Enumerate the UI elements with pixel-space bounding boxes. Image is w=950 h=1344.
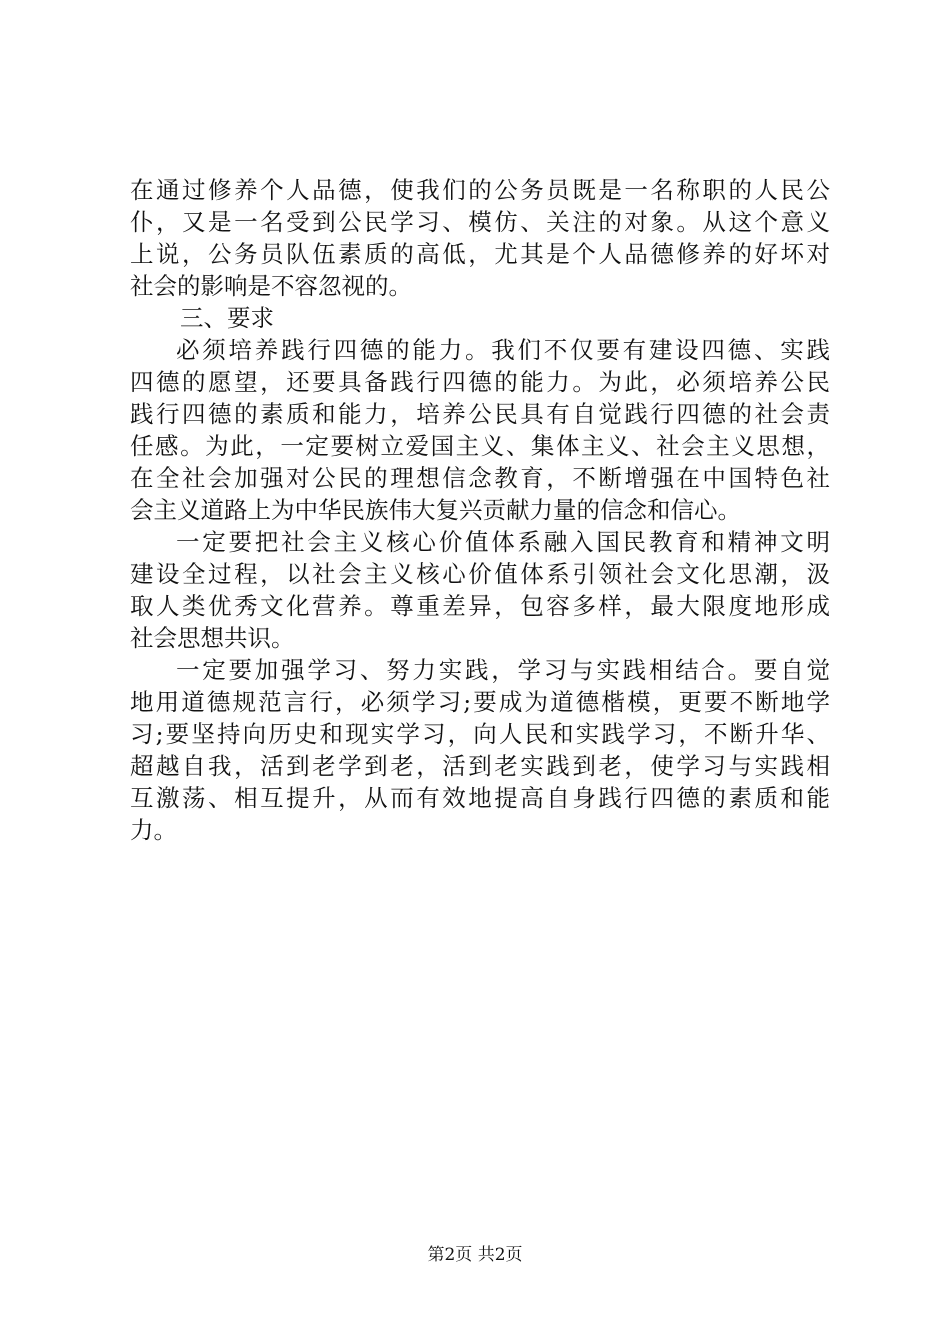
text-line: 习;要坚持向历史和现实学习，向人民和实践学习，不断升华、 [130, 720, 830, 748]
text-line: 会主义道路上为中华民族伟大复兴贡献力量的信念和信心。 [130, 496, 741, 524]
text-line: 在通过修养个人品德，使我们的公务员既是一名称职的人民公 [130, 176, 830, 204]
text-line: 上说，公务员队伍素质的高低，尤其是个人品德修养的好坏对 [130, 240, 830, 268]
text-line: 建设全过程，以社会主义核心价值体系引领社会文化思潮，汲 [130, 560, 830, 588]
text-line: 互激荡、相互提升，从而有效地提高自身践行四德的素质和能 [130, 784, 830, 812]
text-line: 地用道德规范言行，必须学习;要成为道德楷模，更要不断地学 [130, 688, 830, 716]
text-line: 一定要把社会主义核心价值体系融入国民教育和精神文明 [176, 528, 830, 556]
text-line: 一定要加强学习、努力实践，学习与实践相结合。要自觉 [176, 656, 830, 684]
text-line: 四德的愿望，还要具备践行四德的能力。为此，必须培养公民 [130, 368, 830, 396]
paragraph-study-practice [130, 654, 830, 846]
text-line: 必须培养践行四德的能力。我们不仅要有建设四德、实践 [176, 336, 830, 364]
text-line: 践行四德的素质和能力，培养公民具有自觉践行四德的社会责 [130, 400, 830, 428]
text-line: 力。 [130, 816, 177, 844]
text-line: 任感。为此，一定要树立爱国主义、集体主义、社会主义思想， [130, 432, 830, 460]
text-line: 社会的影响是不容忽视的。 [130, 272, 412, 300]
paragraph-core-values [130, 526, 830, 654]
section-heading: 三、要求 [180, 304, 274, 332]
paragraph-continuation [130, 174, 830, 302]
text-line: 超越自我，活到老学到老，活到老实践到老，使学习与实践相 [130, 752, 830, 780]
text-line: 取人类优秀文化营养。尊重差异，包容多样，最大限度地形成 [130, 592, 830, 620]
text-line: 仆，又是一名受到公民学习、模仿、关注的对象。从这个意义 [130, 208, 830, 236]
page-footer: 第2页 共2页 [427, 1245, 523, 1265]
text-line: 在全社会加强对公民的理想信念教育，不断增强在中国特色社 [130, 464, 830, 492]
paragraph-ability [130, 334, 830, 526]
text-line: 社会思想共识。 [130, 624, 295, 652]
document-body [130, 174, 830, 846]
